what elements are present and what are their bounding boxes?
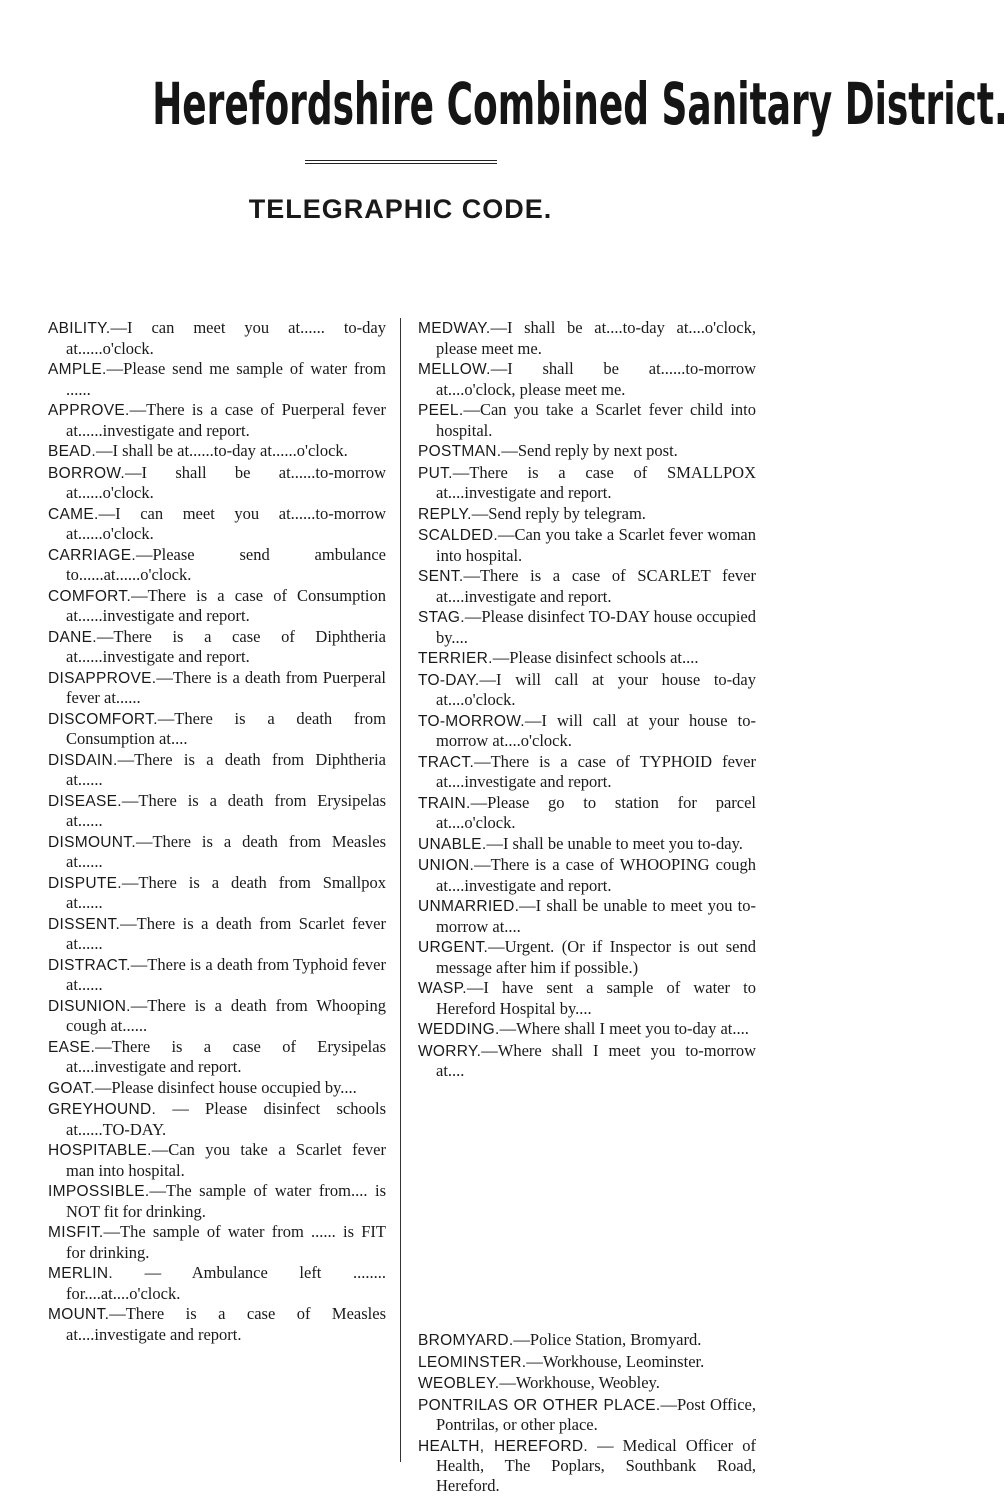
code-word: TO-MORROW. bbox=[418, 712, 525, 730]
code-meaning: —I shall be at....to-day at....o'clock, please meet me. bbox=[436, 318, 756, 358]
code-entry bbox=[48, 1181, 386, 1221]
code-entry bbox=[48, 914, 386, 954]
places-list bbox=[418, 1330, 756, 1496]
code-word: MELLOW. bbox=[418, 361, 491, 378]
code-word: LEOMINSTER. bbox=[418, 1353, 527, 1371]
code-entry bbox=[48, 1304, 386, 1344]
code-word: PONTRILAS OR OTHER PLACE. bbox=[418, 1396, 661, 1414]
code-word: GOAT. bbox=[48, 1079, 95, 1097]
code-entry bbox=[48, 1140, 386, 1180]
code-word: HOSPITABLE. bbox=[48, 1142, 152, 1159]
code-entry bbox=[48, 545, 386, 585]
code-meaning: —There is a death from Erysipelas at...... bbox=[66, 790, 386, 830]
place-entry bbox=[418, 1352, 756, 1373]
code-entry bbox=[418, 896, 756, 936]
code-meaning: —There is a case of SCARLET fever at....investigate and report. bbox=[436, 566, 756, 606]
code-meaning: —There is a death from Smallpox at...... bbox=[66, 872, 386, 912]
code-word: DISTRACT. bbox=[48, 956, 131, 974]
code-entry bbox=[48, 1037, 386, 1077]
code-word: CARRIAGE. bbox=[48, 546, 136, 564]
place-entry bbox=[418, 1395, 756, 1435]
code-word: DANE. bbox=[48, 628, 97, 646]
code-entry bbox=[48, 996, 386, 1036]
code-entry bbox=[418, 855, 756, 895]
code-word: ABILITY. bbox=[48, 320, 111, 337]
code-entry bbox=[418, 978, 756, 1018]
code-entry bbox=[48, 318, 386, 358]
place-entry bbox=[418, 1436, 756, 1496]
code-entry bbox=[418, 752, 756, 792]
code-meaning: —The sample of water from.... is NOT fit for drinking. bbox=[66, 1181, 386, 1221]
code-word: UNION. bbox=[418, 857, 475, 874]
code-meaning: —There is a death from Consumption at.... bbox=[66, 708, 386, 748]
code-meaning: —There is a case of Diphtheria at......investigate and report. bbox=[66, 626, 386, 666]
code-word: MEDWAY. bbox=[418, 320, 491, 337]
code-meaning: —Please disinfect TO-DAY house occupied by.... bbox=[436, 607, 756, 647]
code-word: GREYHOUND. bbox=[48, 1101, 157, 1118]
code-word: TERRIER. bbox=[418, 650, 493, 667]
code-meaning: —Can you take a Scarlet fever man into hospital. bbox=[66, 1140, 386, 1180]
code-word: BORROW. bbox=[48, 464, 126, 482]
code-word: APPROVE. bbox=[48, 402, 130, 419]
code-entry bbox=[48, 832, 386, 872]
code-word: TRACT. bbox=[418, 753, 475, 771]
code-word: SENT. bbox=[418, 568, 464, 585]
code-entry bbox=[48, 791, 386, 831]
code-meaning: —I shall be at......to-day at......o'clock. bbox=[96, 441, 348, 460]
code-meaning: —Workhouse, Weobley. bbox=[499, 1373, 660, 1392]
code-word: TO-DAY. bbox=[418, 671, 480, 689]
code-entry bbox=[418, 359, 756, 399]
code-word: REPLY. bbox=[418, 505, 472, 523]
code-meaning: —Send reply by telegram. bbox=[471, 503, 646, 523]
code-word: DISDAIN. bbox=[48, 751, 118, 769]
code-meaning: —There is a death from Typhoid fever at...... bbox=[66, 954, 386, 994]
code-word: DISUNION. bbox=[48, 997, 131, 1015]
code-meaning: — Ambulance left ........ for....at....o'clock. bbox=[66, 1263, 386, 1303]
code-meaning: —I will call at your house to-morrow at....o'clock. bbox=[436, 710, 756, 750]
code-meaning: —Send reply by next post. bbox=[501, 441, 678, 460]
code-meaning: —I shall be unable to meet you to-day. bbox=[486, 833, 743, 853]
code-word: EASE. bbox=[48, 1038, 96, 1056]
code-meaning: —There is a death from Diphtheria at...... bbox=[66, 749, 386, 789]
code-entry bbox=[48, 504, 386, 544]
code-entry bbox=[418, 711, 756, 751]
code-meaning: —Please disinfect schools at.... bbox=[492, 648, 699, 667]
code-meaning: —There is a case of SMALLPOX at....investigate and report. bbox=[436, 462, 756, 502]
code-meaning: —There is a case of Puerperal fever at......investigate and report. bbox=[66, 400, 386, 440]
code-word: SCALDED. bbox=[418, 527, 498, 544]
code-meaning: — Medical Officer of Health, The Poplars, Southbank Road, Hereford. bbox=[436, 1435, 756, 1495]
code-entry bbox=[418, 834, 756, 855]
code-entry bbox=[48, 441, 386, 462]
code-meaning: —I shall be at......to-morrow at......o'clock. bbox=[66, 462, 386, 502]
code-entry bbox=[48, 627, 386, 667]
code-entry bbox=[48, 955, 386, 995]
code-meaning: —I can meet you at...... to-day at......o'clock. bbox=[66, 318, 386, 358]
code-word: DISCOMFORT. bbox=[48, 710, 158, 728]
place-entry bbox=[418, 1330, 756, 1351]
code-entry bbox=[48, 1222, 386, 1262]
code-word: WEOBLEY. bbox=[418, 1375, 500, 1392]
title-rule bbox=[305, 160, 497, 164]
code-word: CAME. bbox=[48, 505, 99, 523]
code-meaning: —Please disinfect house occupied by.... bbox=[94, 1077, 357, 1097]
code-meaning: —I have sent a sample of water to Hereford Hospital by.... bbox=[436, 978, 756, 1018]
code-meaning: —There is a case of WHOOPING cough at....investigate and report. bbox=[436, 855, 756, 895]
right-column bbox=[418, 318, 756, 1082]
code-entry bbox=[418, 648, 756, 669]
code-word: WASP. bbox=[418, 980, 467, 997]
code-word: URGENT. bbox=[418, 939, 489, 956]
code-word: HEALTH, HEREFORD. bbox=[418, 1437, 588, 1455]
code-meaning: —There is a death from Measles at...... bbox=[66, 831, 386, 871]
code-word: DISMOUNT. bbox=[48, 833, 136, 851]
code-word: WEDDING. bbox=[418, 1021, 500, 1038]
code-word: MOUNT. bbox=[48, 1306, 110, 1323]
code-meaning: —There is a case of Measles at....investigate and report. bbox=[66, 1304, 386, 1344]
place-entry bbox=[418, 1373, 756, 1394]
code-meaning: —There is a death from Scarlet fever at...... bbox=[66, 913, 386, 953]
code-entry bbox=[418, 607, 756, 647]
code-entry bbox=[48, 463, 386, 503]
code-entry bbox=[418, 463, 756, 503]
code-word: UNABLE. bbox=[418, 835, 487, 853]
code-meaning: —I will call at your house to-day at....o'clock. bbox=[436, 669, 756, 709]
code-meaning: — Please disinfect schools at......TO-DAY. bbox=[66, 1099, 386, 1139]
code-meaning: —Please send me sample of water from ...... bbox=[66, 359, 386, 399]
code-meaning: —Where shall I meet you to-morrow at.... bbox=[436, 1040, 756, 1080]
code-word: IMPOSSIBLE. bbox=[48, 1183, 150, 1200]
code-word: DISEASE. bbox=[48, 792, 122, 810]
code-meaning: —I shall be at......to-morrow at....o'clock, please meet me. bbox=[436, 359, 756, 399]
code-entry bbox=[418, 1041, 756, 1081]
code-word: STAG. bbox=[418, 609, 465, 626]
code-word: BROMYARD. bbox=[418, 1332, 514, 1349]
code-meaning: —Post Office, Pontrilas, or other place. bbox=[436, 1394, 756, 1434]
code-entry bbox=[48, 359, 386, 399]
code-entry bbox=[418, 525, 756, 565]
code-meaning: —The sample of water from ...... is FIT for drinking. bbox=[66, 1222, 386, 1262]
code-entry bbox=[418, 504, 756, 525]
code-meaning: —There is a case of Consumption at......investigate and report. bbox=[66, 585, 386, 625]
code-word: PUT. bbox=[418, 464, 453, 482]
code-entry bbox=[48, 586, 386, 626]
code-word: DISPUTE. bbox=[48, 874, 122, 892]
column-divider bbox=[400, 318, 401, 1462]
code-meaning: —There is a death from Puerperal fever at...... bbox=[66, 667, 386, 707]
code-entry bbox=[418, 670, 756, 710]
code-word: MERLIN. bbox=[48, 1265, 113, 1282]
code-meaning: —Urgent. (Or if Inspector is out send message after him if possible.) bbox=[436, 937, 756, 977]
code-word: POSTMAN. bbox=[418, 443, 502, 460]
code-meaning: —Please send ambulance to......at......o'clock. bbox=[66, 544, 386, 584]
code-meaning: —Police Station, Bromyard. bbox=[513, 1330, 702, 1349]
code-meaning: —There is a case of TYPHOID fever at....investigate and report. bbox=[436, 751, 756, 791]
code-entry bbox=[48, 1263, 386, 1303]
document-title: Herefordshire Combined Sanitary District. bbox=[152, 70, 1008, 138]
code-meaning: —Please go to station for parcel at....o'clock. bbox=[436, 792, 756, 832]
code-word: WORRY. bbox=[418, 1042, 482, 1060]
code-entry bbox=[48, 709, 386, 749]
code-entry bbox=[48, 873, 386, 913]
code-entry bbox=[418, 566, 756, 606]
code-entry bbox=[48, 750, 386, 790]
code-entry bbox=[48, 1099, 386, 1139]
code-meaning: —Can you take a Scarlet fever woman into hospital. bbox=[436, 525, 756, 565]
code-entry bbox=[418, 318, 756, 358]
code-meaning: —I shall be unable to meet you to-morrow at.... bbox=[436, 896, 756, 936]
code-meaning: —Where shall I meet you to-day at.... bbox=[499, 1019, 749, 1038]
code-meaning: —There is a death from Whooping cough at...... bbox=[66, 995, 386, 1035]
code-entry bbox=[418, 793, 756, 833]
code-word: AMPLE. bbox=[48, 361, 107, 378]
code-entry bbox=[418, 400, 756, 440]
code-meaning: —Can you take a Scarlet fever child into hospital. bbox=[436, 400, 756, 440]
code-entry bbox=[48, 400, 386, 440]
code-meaning: —I can meet you at......to-morrow at......o'clock. bbox=[66, 503, 386, 543]
code-entry bbox=[418, 937, 756, 977]
left-column bbox=[48, 318, 386, 1345]
code-word: COMFORT. bbox=[48, 587, 132, 605]
document-subtitle: TELEGRAPHIC CODE. bbox=[248, 194, 553, 224]
code-entry bbox=[48, 668, 386, 708]
code-meaning: —There is a case of Erysipelas at....investigate and report. bbox=[66, 1036, 386, 1076]
code-word: MISFIT. bbox=[48, 1224, 104, 1241]
code-entry bbox=[48, 1078, 386, 1099]
code-word: PEEL. bbox=[418, 402, 464, 419]
code-word: TRAIN. bbox=[418, 794, 471, 812]
code-word: DISAPPROVE. bbox=[48, 669, 157, 687]
code-word: DISSENT. bbox=[48, 915, 121, 933]
code-word: BEAD. bbox=[48, 443, 97, 460]
code-entry bbox=[418, 1019, 756, 1040]
code-word: UNMARRIED. bbox=[418, 898, 520, 915]
code-entry bbox=[418, 441, 756, 462]
code-meaning: —Workhouse, Leominster. bbox=[526, 1351, 705, 1371]
